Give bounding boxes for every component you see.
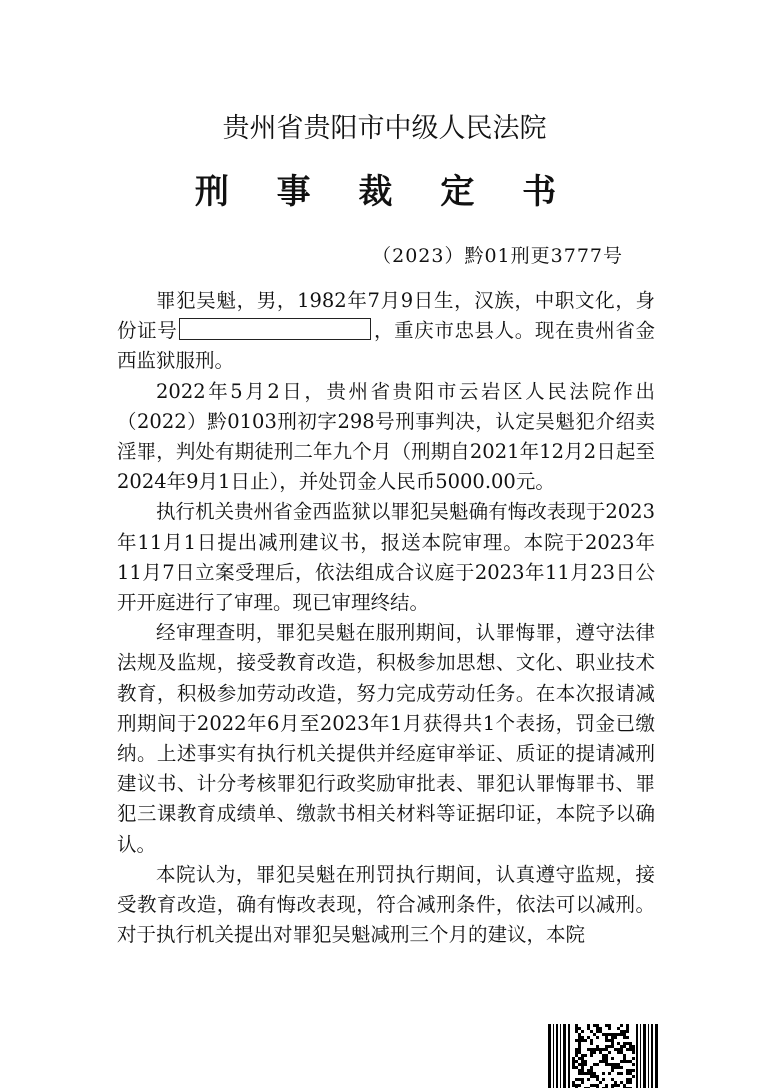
paragraph-opinion: 本院认为，罪犯吴魁在刑罚执行期间，认真遵守监规，接受教育改造，确有悔改表现，符合减刑条件，依法可以减刑。对于执行机关提出对罪犯吴魁减刑三个月的建议，本院 — [117, 862, 655, 947]
court-name: 贵州省贵阳市中级人民法院 — [222, 113, 547, 144]
document-title: 刑 事 裁 定 书 — [194, 172, 575, 212]
document-body — [117, 286, 655, 950]
qr-barcode-graphic — [548, 1024, 658, 1088]
qr-barcode-icon — [548, 1024, 658, 1088]
paragraph-defendant — [117, 286, 655, 377]
case-number: （2023）黔01刑更3777号 — [372, 245, 623, 267]
paragraph-original-judgment: 2022年5月2日，贵州省贵阳市云岩区人民法院作出（2022）黔0103刑初字298号刑事判决，认定吴魁犯介绍卖淫罪，判处有期徒刑二年九个月（刑期自2021年12月2日起至2024年9月1日止），并处罚金人民币5000.00元。 — [117, 379, 655, 494]
paragraph-findings: 经审理查明，罪犯吴魁在服刑期间，认罪悔罪，遵守法律法规及监规，接受教育改造，积极参加思想、文化、职业技术教育，积极参加劳动改造，努力完成劳动任务。在本次报请减刑期间于2022年6月至2023年1月获得共1个表扬，罚金已缴纳。上述事实有执行机关提供并经庭审举证、质证的提请减刑建议书、计分考核罪犯行政奖励审批表、罪犯认罪悔罪书、罪犯三课教育成绩单、缴款书相关材料等证据印证，本院予以确认。 — [117, 621, 655, 856]
id-number-redaction-box — [179, 318, 371, 340]
defendant-info: 罪犯吴魁，男，1982年7月9日生，汉族，中职文化，身份证号 — [117, 289, 655, 343]
paragraph-proposal: 执行机关贵州省金西监狱以罪犯吴魁确有悔改表现于2023年11月1日提出减刑建议书，报送本院审理。本院于2023年11月7日立案受理后，依法组成合议庭于2023年11月23日公开开庭进行了审理。现已审理终结。 — [117, 500, 655, 615]
defendant-residence: ，重庆市忠县人。现在贵州省金西监狱服刑。 — [117, 319, 655, 373]
